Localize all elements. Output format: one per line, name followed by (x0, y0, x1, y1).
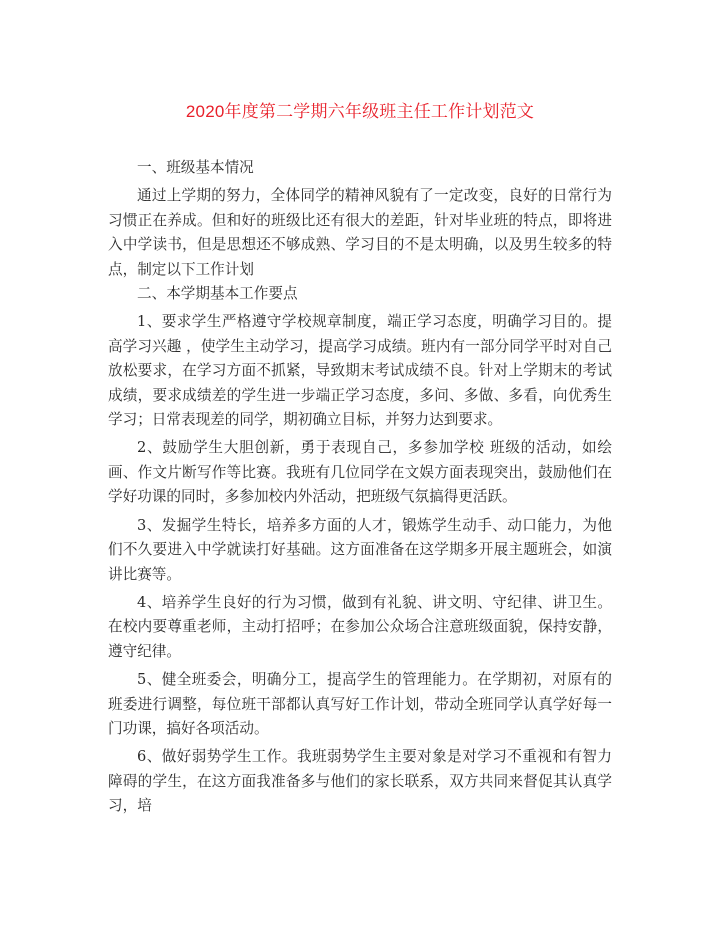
paragraph-point-6: 6、做好弱势学生工作。我班弱势学生主要对象是对学习不重视和有智力障碍的学生，在这方面我准备多与他们的家长联系，双方共同来督促其认真学习，培 (108, 748, 612, 815)
paragraph-class-situation: 通过上学期的努力，全体同学的精神风貌有了一定改变，良好的日常行为习惯正在养成。但和好的班级比还有很大的差距，针对毕业班的特点，即将进入中学读书，但是思想还不够成熟、学习目的不是太明确，以及男生较多的特点，制定以下工作计划 (108, 187, 612, 278)
paragraph-point-1: 1、要求学生严格遵守学校规章制度，端正学习态度，明确学习目的。提高学习兴趣 ，使学生主动学习，提高学习成绩。班内有一部分同学平时对自己放松要求，在学习方面不抓紧，导致期末考试成绩不良。针对上学期末的考试成绩，要求成绩差的学生进一步端正学习态度，多问、多做、多看，向优秀生学习；日常表现差的同学，期初确立目标，并努力达到要求。 (108, 313, 612, 429)
document-body (108, 156, 612, 819)
section-heading-class-situation: 一、班级基本情况 (137, 159, 254, 176)
paragraph-point-2: 2、鼓励学生大胆创新，勇于表现自己，多参加学校 班级的活动，如绘画、作文片断写作等比赛。我班有几位同学在文娱方面表现突出，鼓励他们在学好功课的同时，多参加校内外活动，把班级气氛搞得更活跃。 (108, 439, 612, 506)
document-title: 2020年度第二学期六年级班主任工作计划范文 (185, 102, 535, 121)
section-heading-work-points: 二、本学期基本工作要点 (137, 285, 298, 303)
paragraph-point-4: 4、培养学生良好的行为习惯，做到有礼貌、讲文明、守纪律、讲卫生。在校内要尊重老师，主动打招呼；在参加公众场合注意班级面貌，保持安静，遵守纪律。 (108, 593, 612, 660)
paragraph-point-3: 3、发掘学生特长，培养多方面的人才，锻炼学生动手、动口能力，为他们不久要进入中学就读打好基础。这方面准备在这学期多开展主题班会，如演讲比赛等。 (108, 516, 612, 583)
paragraph-point-5: 5、健全班委会，明确分工，提高学生的管理能力。在学期初，对原有的班委进行调整，每位班干部都认真写好工作计划，带动全班同学认真学好每一门功课，搞好各项活动。 (108, 671, 612, 737)
